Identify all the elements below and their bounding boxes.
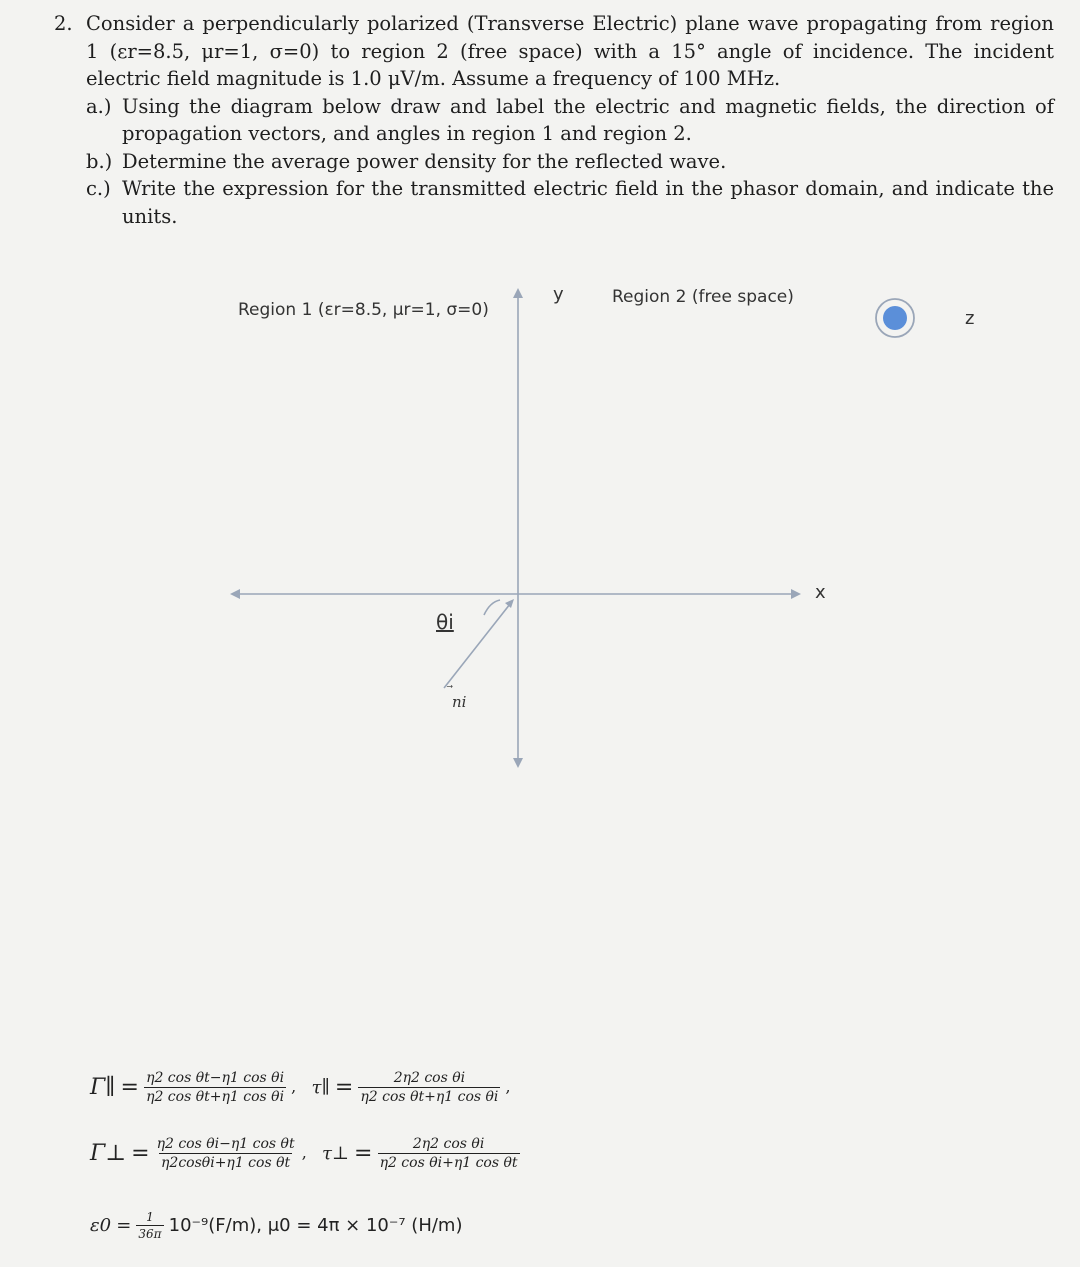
constants-text: 10⁻⁹(F/m), μ0 = 4π × 10⁻⁷ (H/m) (168, 1215, 463, 1236)
y-axis-arrow-up (513, 288, 523, 298)
normal-vector-label (452, 693, 466, 711)
tau-perp-symbol: τ⊥ (322, 1143, 349, 1164)
x-axis-label: x (815, 582, 826, 603)
equals-sign: = (354, 1141, 373, 1166)
y-axis-label: y (553, 284, 564, 305)
tau-parallel-numerator: 2η2 cos θi (393, 1070, 466, 1086)
normal-vector-text: ni (452, 693, 467, 711)
x-axis-arrow-left (230, 589, 240, 599)
tau-perp-denominator: η2 cos θi+η1 cos θt (379, 1155, 518, 1171)
comma: , (291, 1077, 307, 1096)
region-1-label: Region 1 (εr=8.5, μr=1, σ=0) (238, 300, 489, 320)
x-axis-arrow-right (791, 589, 801, 599)
axes-svg (0, 270, 1080, 790)
angle-theta-label: θi (436, 610, 454, 634)
part-b (86, 148, 1054, 176)
equation-row-perpendicular (90, 1136, 520, 1171)
part-c-label: c.) (86, 177, 111, 200)
comma: , (301, 1143, 317, 1162)
part-b-label: b.) (86, 149, 113, 173)
coordinate-diagram (0, 270, 1080, 790)
y-axis-arrow-down (513, 758, 523, 768)
part-b-text: Determine the average power density for the reflected wave. (122, 149, 727, 173)
part-a-label: a.) (86, 94, 112, 118)
comma: , (505, 1077, 511, 1096)
incident-vector-arrow (505, 599, 514, 608)
z-axis-label: z (965, 308, 975, 329)
tau-perp-numerator: 2η2 cos θi (412, 1136, 485, 1152)
equation-row-constants (90, 1210, 462, 1241)
question-block (54, 10, 1054, 230)
gamma-parallel-numerator: η2 cos θt−η1 cos θi (146, 1070, 285, 1086)
z-axis-marker-dot (883, 306, 907, 330)
equation-row-parallel (90, 1070, 511, 1105)
gamma-parallel-symbol: Γ∥ (90, 1075, 116, 1100)
gamma-parallel-denominator: η2 cos θt+η1 cos θi (146, 1089, 285, 1105)
tau-parallel-symbol: τ∥ (311, 1077, 330, 1098)
part-c (86, 175, 1054, 230)
gamma-perp-numerator: η2 cos θi−η1 cos θt (156, 1136, 295, 1152)
incidence-angle-arc (484, 600, 500, 615)
question-number: 2. (54, 12, 73, 35)
equals-sign: = (131, 1141, 150, 1166)
gamma-perp-fraction (155, 1136, 297, 1171)
region-2-label: Region 2 (free space) (612, 287, 794, 307)
part-c-text: Write the expression for the transmitted electric field in the phasor domain, and indicate the units. (122, 177, 1054, 228)
question-intro: Consider a perpendicularly polarized (Transverse Electric) plane wave propagating from region 1 (εr=8.5, μr=1, σ=0) to region 2 (free space) with a 15° angle of incidence. The incident electric field magnitude is 1.0 μV/m. Assume a frequency of 100 MHz. (86, 12, 1054, 90)
equals-sign: = (120, 1075, 139, 1100)
incident-vector-line (444, 604, 510, 688)
part-a (86, 93, 1054, 148)
tau-parallel-denominator: η2 cos θt+η1 cos θi (360, 1089, 499, 1105)
gamma-parallel-fraction (144, 1070, 286, 1105)
tau-perp-fraction (378, 1136, 520, 1171)
epsilon0-symbol: ε0 (90, 1215, 112, 1236)
tau-parallel-fraction (358, 1070, 500, 1105)
equals-sign: = (334, 1075, 354, 1100)
gamma-perp-symbol: Γ⊥ (90, 1141, 126, 1166)
gamma-perp-denominator: η2cosθi+η1 cos θt (161, 1155, 291, 1171)
equals-sign: = (116, 1215, 132, 1236)
part-a-text: Using the diagram below draw and label the electric and magnetic fields, the direction of propagation vectors, and angles in region 1 and region 2. (122, 94, 1054, 145)
epsilon0-denominator: 36π (138, 1227, 162, 1241)
epsilon0-fraction (136, 1210, 163, 1241)
epsilon0-numerator: 1 (146, 1210, 154, 1224)
